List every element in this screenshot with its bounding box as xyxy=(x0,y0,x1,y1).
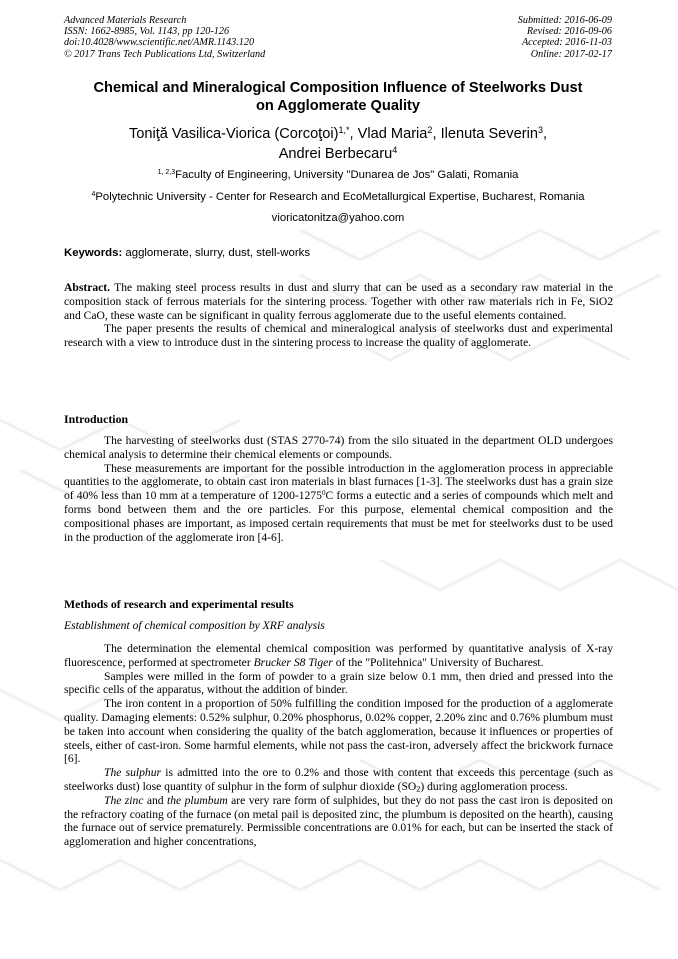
affiliation xyxy=(40,190,636,204)
author-affiliation-mark: 3 xyxy=(537,125,543,136)
author-name: , Ilenuta Severin xyxy=(432,126,538,142)
instrument-name: Brucker S8 Tiger xyxy=(253,655,333,669)
abstract-label: Abstract. xyxy=(64,281,111,294)
body-paragraph: The harvesting of steelworks dust (STAS 2770-74) from the silo situated in the department OLD undergoes chemical analysis to determine their chemical elements or compounds. xyxy=(64,434,613,461)
chemical-subscript: 2 xyxy=(416,784,421,794)
abstract xyxy=(64,281,613,350)
author-list xyxy=(60,124,616,164)
journal-copyright: © 2017 Trans Tech Publications Ltd, Switzerland xyxy=(64,48,266,60)
keywords-text: agglomerate, slurry, dust, stell-works xyxy=(122,247,311,259)
paper-title-line: on Agglomerate Quality xyxy=(255,98,421,114)
affiliation-text: Faculty of Engineering, University "Dunarea de Jos" Galati, Romania xyxy=(175,169,519,181)
corresponding-email: vioricatonitza@yahoo.com xyxy=(271,212,405,224)
section-heading-methods: Methods of research and experimental results xyxy=(64,597,294,611)
abstract-paragraph xyxy=(64,281,613,322)
paragraph-text: is admitted into the ore to 0.2% and those with content that exceeds this percentage (such as steelworks dust) lose quantity of sulphur in the form of sulphur dioxide (SO xyxy=(64,766,613,793)
date-revised: Revised: 2016-09-06 xyxy=(526,26,612,38)
body-paragraph: Samples were milled in the form of powder to a grain size below 0.1 mm, then dried and pressed into the specific cells of the apparatus, without the addition of binder. xyxy=(64,669,613,697)
keywords xyxy=(64,246,310,260)
emphasis-term: the plumbum xyxy=(167,793,228,807)
journal-name: Advanced Materials Research xyxy=(64,15,187,26)
paragraph-text: are very rare form of sulphides, but they do not pass the cast iron is deposited on the refractory coating of the furnace (on metal pail is deposited zinc, the plumbum is deposited on the hearth), causing the furnace out of service prematurely. Permissible concentrations are 0.01% for each, but can be inserted the stack of agglomeration and higher concentrations, xyxy=(64,793,613,849)
paragraph-text: These measurements are important for the possible introduction in the agglomeration process in appreciable quantities to the agglomerate, to obtain cast iron materials in blast furnaces [1-3]. The steelworks dust has a grain size of 40% less than 10 mm at a temperature of 1200-1275 xyxy=(64,461,613,503)
date-online: Online: 2017-02-17 xyxy=(530,48,612,60)
abstract-text: The making steel process results in dust and slurry that can be used as a secondary raw material in the composition stack of ferrous materials for the sintering process. Together with other raw materials rich in Fe, SiO2 and CaO, these waste can be significant in quality ferrous agglomerate due to the useful elements contained. xyxy=(64,281,613,322)
author-name: Andrei Berbecaru xyxy=(278,146,393,162)
keywords-label: Keywords: xyxy=(64,247,123,259)
body-paragraph xyxy=(64,766,613,794)
introduction-body xyxy=(64,434,613,544)
paragraph-text: C forms a eutectic and a series of compounds which melt and forms bond between them and the ore particles. For this purpose, elemental chemical composition and the compositional phases are important, as imposed certain requirements that must be met for steelworks dust to be used in the production of the agglomerate iron [4-6]. xyxy=(64,489,614,544)
author-affiliation-mark: 4 xyxy=(392,145,398,156)
subsection-heading: Establishment of chemical composition by XRF analysis xyxy=(64,619,325,632)
body-paragraph xyxy=(64,794,613,849)
affiliation-mark: 4 xyxy=(91,191,96,199)
paragraph-text: ) during agglomeration process. xyxy=(420,779,568,793)
body-paragraph xyxy=(64,642,613,670)
body-paragraph: The iron content in a proportion of 50% fulfilling the condition imposed for the production of a agglomerate quality. Damaging elements: 0.52% sulphur, 0.20% phosphorus, 0.02% copper, 2.20% zinc and 0.76% plumbum must be taken into account when considering the quality of the batch agglomeration, because it influences or properties of steels, either of cast-iron. Some harmful elements, while not pass the cast-iron, adversely affect the brickwork furnace [6]. xyxy=(64,697,613,766)
author-separator: , xyxy=(542,126,548,142)
methods-body xyxy=(64,642,613,849)
affiliation-text: Polytechnic University - Center for Research and EcoMetallurgical Expertise, Bucharest, Romania xyxy=(95,191,585,203)
author-name: Toniţă Vasilica-Viorica (Corcoţoi) xyxy=(128,126,339,142)
date-accepted: Accepted: 2016-11-03 xyxy=(521,37,612,49)
body-paragraph xyxy=(64,462,613,545)
paper-title xyxy=(60,79,616,115)
affiliation-mark: 1, 2,3 xyxy=(157,169,176,177)
author-affiliation-mark: 1,* xyxy=(338,125,350,136)
emphasis-term: The zinc xyxy=(104,793,144,807)
paragraph-text: of the "Politehnica" University of Bucharest. xyxy=(332,655,544,669)
journal-doi: doi:10.4028/www.scientific.net/AMR.1143.120 xyxy=(64,37,255,49)
journal-issn: ISSN: 1662-8985, Vol. 1143, pp 120-126 xyxy=(64,26,230,38)
author-name: , Vlad Maria xyxy=(349,126,428,142)
degree-superscript: 0 xyxy=(321,489,326,498)
paragraph-text: The determination the elemental chemical composition was performed by quantitative analysis of X-ray fluorescence, performed at spectrometer xyxy=(64,642,613,669)
paragraph-text: and xyxy=(143,793,168,807)
emphasis-term: The sulphur xyxy=(104,766,162,780)
section-heading-introduction: Introduction xyxy=(64,412,129,426)
affiliation xyxy=(40,168,636,182)
journal-info xyxy=(64,15,265,60)
paper-title-line: Chemical and Mineralogical Composition Influence of Steelworks Dust xyxy=(93,80,583,96)
submission-dates xyxy=(518,15,612,60)
date-submitted: Submitted: 2016-06-09 xyxy=(517,15,612,26)
abstract-paragraph: The paper presents the results of chemical and mineralogical analysis of steelworks dust and experimental research with a view to introduce dust in the sintering process to increase the quality of agglomerate. xyxy=(64,322,613,350)
author-affiliation-mark: 2 xyxy=(427,125,433,136)
